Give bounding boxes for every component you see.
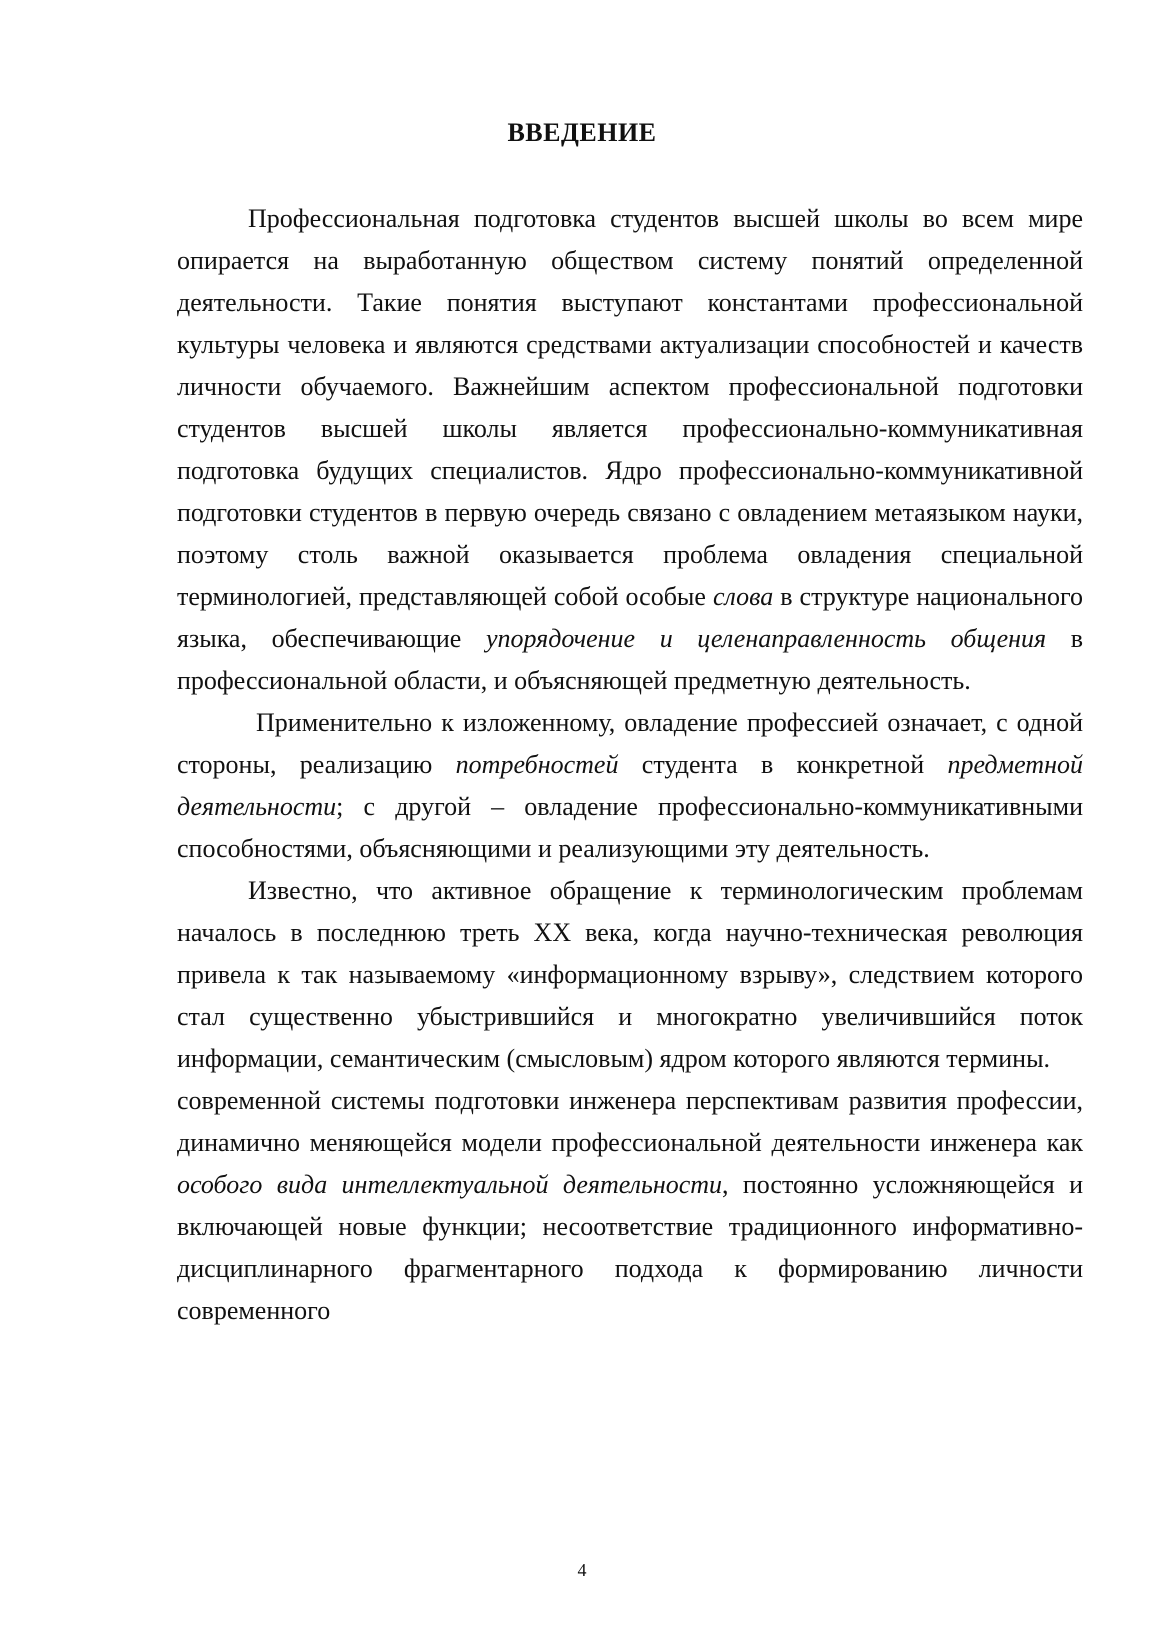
paragraph-1-text-3: в профессиональной области, и объясняющей предметную деятельность.: [177, 624, 1083, 695]
paragraph-1-italic-1: слова: [712, 582, 774, 611]
paragraph-1-italic-2: упорядочение и целенаправленность общения: [485, 624, 1047, 653]
paragraph-2-italic-2: предметной деятельности: [177, 750, 1083, 821]
paragraph-3-text-1: Известно, что активное обращение к терминологическим проблемам началось в последнюю треть XX века, когда научно-техническая революция привела к так называемому «информационному взрыву», следствием которого стал существенно убыстрившийся и многократно увеличившийся поток информации, семантическим (смысловым) ядром которого являются термины.: [177, 876, 1083, 1073]
paragraph-4-italic-1: особого вида интеллектуальной деятельности: [177, 1170, 723, 1199]
paragraph-2-text-3: ; с другой – овладение профессионально-коммуникативными способностями, объясняющими и реализующими эту деятельность.: [177, 792, 1083, 863]
body-text: [177, 198, 1083, 1332]
paragraph-2-text-2: студента в конкретной: [618, 750, 948, 779]
paragraph-4: [177, 1080, 1083, 1332]
paragraph-1-text-2: в структуре национального языка, обеспечивающие: [177, 582, 1083, 653]
paragraph-1-text-1: Профессиональная подготовка студентов высшей школы во всем мире опирается на выработанную обществом систему понятий определенной деятельности. Такие понятия выступают константами профессиональной культуры человека и являются средствами актуализации способностей и качеств личности обучаемого. Важнейшим аспектом профессиональной подготовки студентов высшей школы является профессионально-коммуникативная подготовка будущих специалистов. Ядро профессионально-коммуникативной подготовки студентов в первую очередь связано с овладением метаязыком науки, поэтому столь важной оказывается проблема овладения специальной терминологией, представляющей собой особые: [177, 204, 1083, 611]
paragraph-4-text-1: современной системы подготовки инженера перспективам развития профессии, динамично меняющейся модели профессиональной деятельности инженера как: [177, 1086, 1083, 1157]
page-title: ВВЕДЕНИЕ: [507, 118, 657, 147]
paragraph-1: [177, 198, 1083, 702]
paragraph-2: [177, 702, 1083, 870]
page-number: 4: [577, 1560, 587, 1580]
paragraph-2-text-1: Применительно к изложенному, овладение профессией означает, с одной стороны, реализацию: [177, 708, 1083, 779]
paragraph-4-text-2: , постоянно усложняющейся и включающей новые функции; несоответствие традиционного информативно-дисциплинарного фрагментарного подхода к формированию личности современного: [177, 1170, 1083, 1325]
paragraph-2-italic-1: потребностей: [455, 750, 619, 779]
paragraph-3: [177, 870, 1083, 1080]
